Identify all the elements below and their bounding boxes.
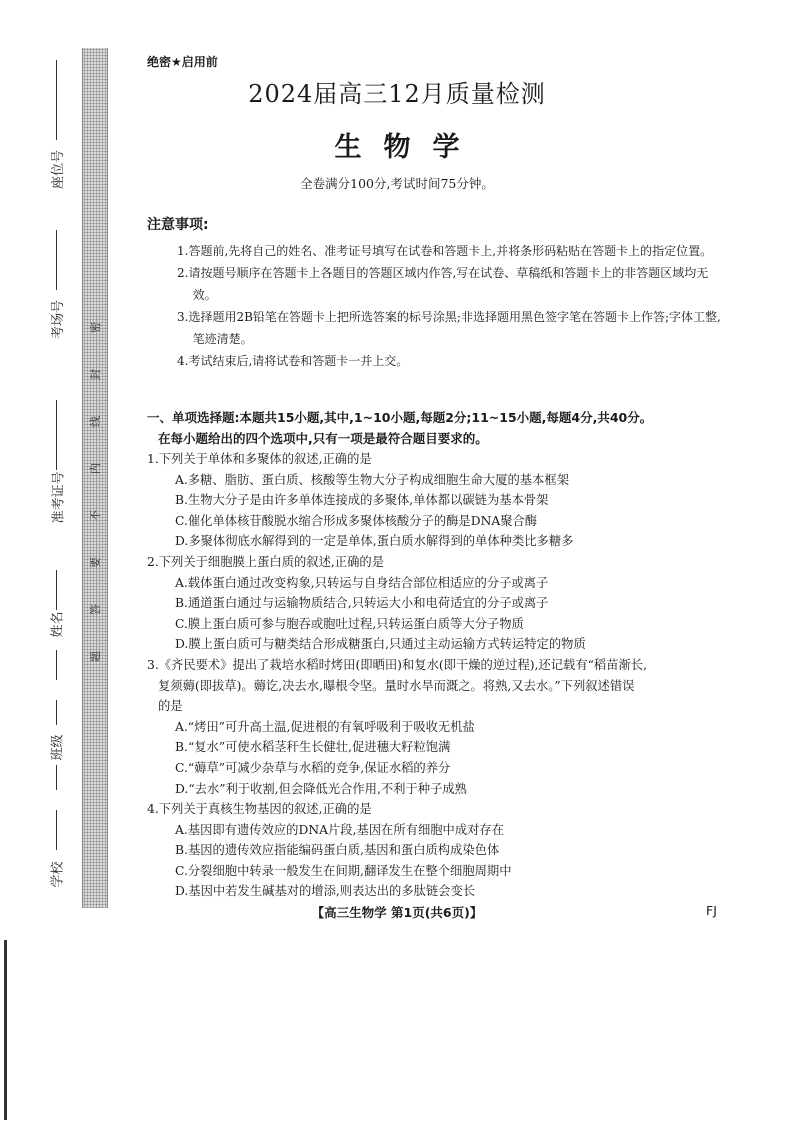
note-item: 4.考试结束后,请将试卷和答题卡一并上交。	[177, 354, 409, 368]
question-4	[147, 799, 732, 902]
paper-code: FJ	[706, 903, 717, 918]
notes-heading: 注意事项:	[147, 217, 209, 233]
room-field[interactable]	[45, 230, 69, 350]
class-field[interactable]	[45, 700, 69, 790]
option-b: B.基因的遗传效应指能编码蛋白质,基因和蛋白质构成染色体	[175, 843, 500, 858]
name-label: 姓名	[50, 611, 66, 638]
exam-title: 2024届高三12月质量检测	[248, 80, 546, 108]
option-a: A.“烤田”可升高土温,促进根的有氧呼吸利于吸收无机盐	[175, 719, 475, 734]
option-c: C.分裂细胞中转录一般发生在间期,翻译发生在整个细胞周期中	[175, 863, 512, 878]
option-a: A.多糖、脂肪、蛋白质、核酸等生物大分子构成细胞生命大厦的基本框架	[175, 472, 569, 487]
question-stem: 4.下列关于真核生物基因的叙述,正确的是	[147, 802, 372, 816]
class-line-2	[56, 765, 57, 790]
ticket-line	[56, 400, 57, 470]
name-line-2	[56, 650, 57, 680]
note-item: 3.选择题用2B铅笔在答题卡上把所选答案的标号涂黑;非选择题用黑色签字笔在答题卡上作答;字体工整,笔迹清楚。	[177, 310, 721, 346]
seal-char: 答	[88, 604, 102, 615]
seal-char: 不	[88, 510, 102, 521]
subject-title: 生物学	[334, 132, 482, 163]
note-item: 1.答题前,先将自己的姓名、准考证号填写在试卷和答题卡上,并将条形码粘贴在答题卡上的指定位置。	[177, 244, 713, 258]
option-c: C.催化单体核苷酸脱水缩合形成多聚体核酸分子的酶是DNA聚合酶	[175, 513, 538, 528]
section-heading	[147, 407, 732, 449]
notes-list	[177, 240, 732, 372]
secret-mark: 绝密★启用前	[147, 55, 218, 69]
score-time-info: 全卷满分100分,考试时间75分钟。	[300, 176, 494, 191]
option-c: C.“薅草”可减少杂草与水稻的竞争,保证水稻的养分	[175, 760, 451, 775]
scan-edge	[4, 940, 7, 1120]
question-1	[147, 449, 732, 552]
question-stem: 3.《齐民要术》提出了栽培水稻时烤田(即晒田)和复水(即干燥的逆过程),还记载有“稻苗渐长,	[147, 658, 648, 672]
ticket-field[interactable]	[45, 400, 69, 540]
school-line	[56, 810, 57, 850]
option-b: B.生物大分子是由许多单体连接成的多聚体,单体都以碳链为基本骨架	[175, 493, 549, 508]
question-3	[147, 655, 732, 799]
option-a: A.载体蛋白通过改变构象,只转运与自身结合部位相适应的分子或离子	[175, 575, 549, 590]
ticket-label: 准考证号	[51, 471, 67, 524]
school-label: 学校	[50, 861, 66, 888]
seal-char: 内	[88, 463, 102, 474]
seat-label: 座位号	[51, 149, 67, 190]
note-item: 2.请按题号顺序在答题卡上各题目的答题区域内作答,写在试卷、草稿纸和答题卡上的非答题区域均无效。	[177, 266, 709, 302]
seal-char: 密	[88, 322, 102, 333]
option-b: B.通道蛋白通过与运输物质结合,只转运大小和电荷适宜的分子或离子	[175, 596, 549, 611]
option-d: D.“去水”利于收割,但会降低光合作用,不利于种子成熟	[175, 781, 467, 796]
room-line	[56, 230, 57, 290]
question-2	[147, 552, 732, 655]
question-stem-cont: 复须薅(即拔草)。薅讫,决去水,曝根令坚。量时水旱而溉之。将熟,又去水。”下列叙述错误	[158, 678, 635, 693]
seal-char: 要	[88, 557, 102, 568]
option-d: D.基因中若发生碱基对的增添,则表达出的多肽链会变长	[175, 884, 476, 899]
option-c: C.膜上蛋白质可参与胞吞或胞吐过程,只转运蛋白质等大分子物质	[175, 616, 524, 631]
school-field[interactable]	[45, 810, 69, 900]
room-label: 考场号	[51, 299, 67, 340]
seal-char: 封	[88, 369, 102, 380]
seal-notice	[88, 322, 102, 662]
name-field[interactable]	[45, 570, 69, 680]
option-d: D.多聚体彻底水解得到的一定是单体,蛋白质水解得到的单体种类比多糖多	[175, 534, 574, 549]
option-b: B.“复水”可使水稻茎秆生长健壮,促进穗大籽粒饱满	[175, 740, 451, 755]
seal-char: 线	[88, 416, 102, 427]
section-line-1: 一、单项选择题:本题共15小题,其中,1~10小题,每题2分;11~15小题,每题4分,共40分。	[147, 410, 653, 425]
class-label: 班级	[50, 734, 66, 761]
question-stem: 1.下列关于单体和多聚体的叙述,正确的是	[147, 452, 372, 466]
question-stem: 2.下列关于细胞膜上蛋白质的叙述,正确的是	[147, 555, 384, 569]
seal-char: 题	[88, 651, 102, 662]
class-line	[56, 700, 57, 725]
option-d: D.膜上蛋白质可与糖类结合形成糖蛋白,只通过主动运输方式转运特定的物质	[175, 637, 586, 652]
question-stem-cont: 的是	[158, 699, 183, 714]
page-footer: 【高三生物学 第1页(共6页)】	[311, 905, 483, 920]
section-line-2: 在每小题给出的四个选项中,只有一项是最符合题目要求的。	[158, 431, 488, 446]
name-line	[56, 570, 57, 610]
option-a: A.基因即有遗传效应的DNA片段,基因在所有细胞中成对存在	[175, 822, 505, 837]
